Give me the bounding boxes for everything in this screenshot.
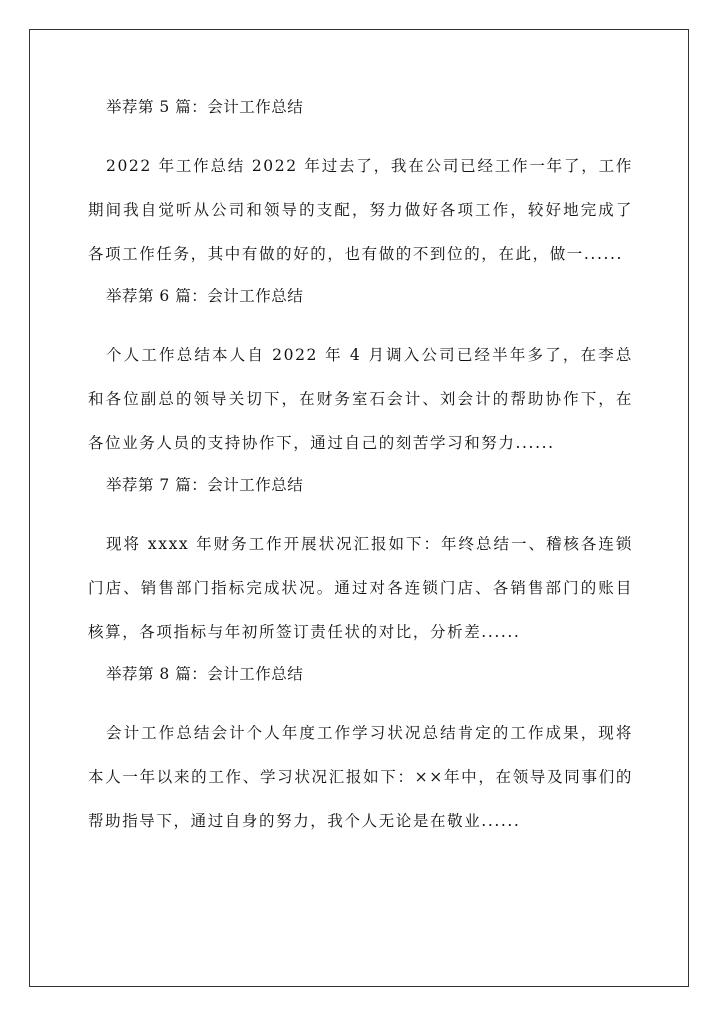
article-section	[88, 285, 633, 465]
article-section	[88, 474, 633, 654]
article-paragraph: 2022 年工作总结 2022 年过去了，我在公司已经工作一年了，工作期间我自觉听从公司和领导的支配，努力做好各项工作，较好地完成了各项工作任务，其中有做的好的，也有做的不到位的，在此，做一......	[88, 157, 633, 263]
article-heading: 举荐第 8 篇：会计工作总结	[106, 665, 304, 683]
article-heading: 举荐第 7 篇：会计工作总结	[106, 476, 304, 494]
document-body	[88, 96, 633, 833]
article-heading: 举荐第 6 篇：会计工作总结	[106, 287, 304, 305]
article-paragraph: 现将 xxxx 年财务工作开展状况汇报如下：年终总结一、稽核各连锁门店、销售部门指标完成状况。通过对各连锁门店、各销售部门的账目核算，各项指标与年初所签订责任状的对比，分析差......	[88, 535, 633, 641]
article-section	[88, 96, 633, 276]
article-paragraph: 会计工作总结会计个人年度工作学习状况总结肯定的工作成果，现将本人一年以来的工作、学习状况汇报如下：××年中，在领导及同事们的帮助指导下，通过自身的努力，我个人无论是在敬业......	[88, 724, 633, 830]
article-heading: 举荐第 5 篇：会计工作总结	[106, 98, 304, 116]
article-section	[88, 663, 633, 843]
article-paragraph: 个人工作总结本人自 2022 年 4 月调入公司已经半年多了，在李总和各位副总的领导关切下，在财务室石会计、刘会计的帮助协作下，在各位业务人员的支持协作下，通过自己的刻苦学习和努力......	[88, 346, 633, 452]
